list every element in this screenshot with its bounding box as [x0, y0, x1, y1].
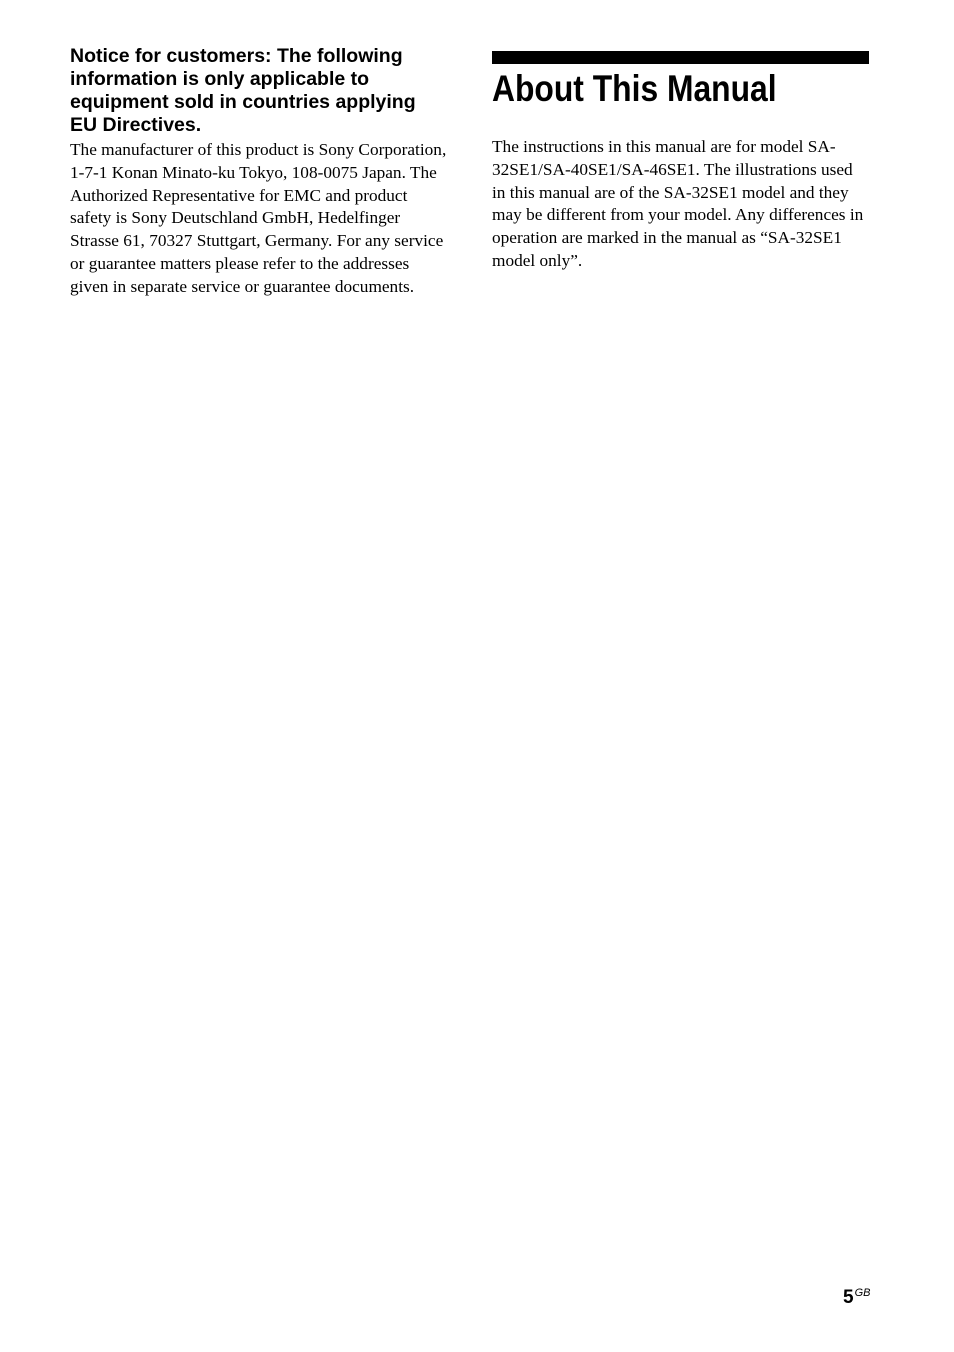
about-section	[492, 51, 870, 273]
section-title-bar	[492, 51, 869, 64]
notice-heading: Notice for customers: The following information is only applicable to equipment sold in countries applying EU Directives.	[70, 45, 416, 136]
notice-section	[70, 45, 448, 299]
about-body: The instructions in this manual are for model SA-32SE1/SA-40SE1/SA-46SE1. The illustrations used in this manual are of the SA-32SE1 model and they may be different from your model. Any differences in operation are marked in the manual as “SA-32SE1 model only”.	[492, 137, 864, 270]
page-number	[843, 1282, 870, 1309]
section-title: About This Manual	[492, 68, 777, 109]
page-number-value: 5	[843, 1287, 854, 1308]
notice-body: The manufacturer of this product is Sony Corporation, 1-7-1 Konan Minato-ku Tokyo, 108-0075 Japan. The Authorized Representative for EMC and product safety is Sony Deutschland GmbH, Hedelfinger Strasse 61, 70327 Stuttgart, Germany. For any service or guarantee matters please refer to the addresses given in separate service or guarantee documents.	[70, 140, 447, 296]
page-number-suffix: GB	[854, 1287, 871, 1299]
